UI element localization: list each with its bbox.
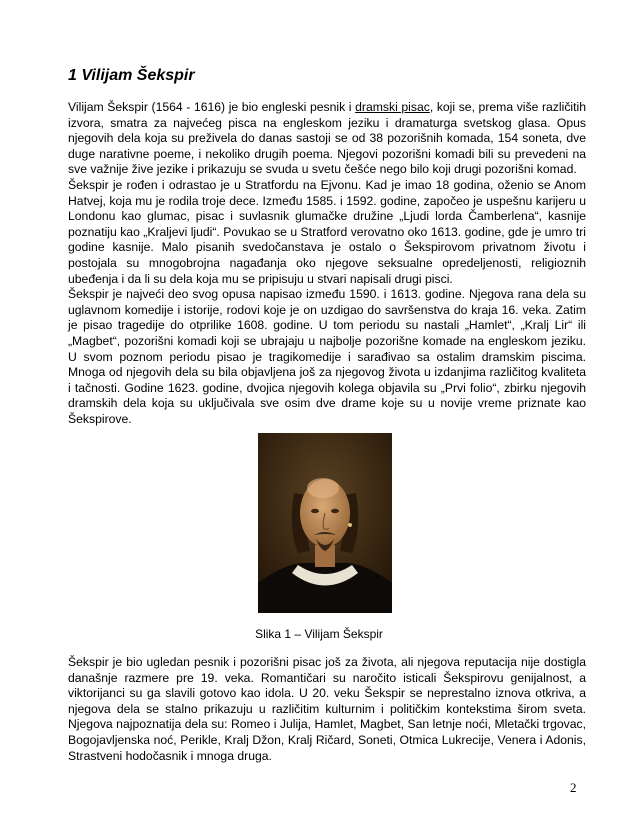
paragraph-1: [68, 100, 586, 178]
portrait-image: [258, 433, 392, 613]
shakespeare-portrait-svg: [258, 433, 392, 613]
paragraph-4: Šekspir je bio ugledan pesnik i pozorišni pisac još za života, ali njegova reputacija nije dostigla današnje razmere pre 19. veka. Romantičari su naročito isticali Šekspirovu genijalnost, a viktorijanci su ga slavili gotovo kao idola. U 20. veku Šekspir se neprestalno iznova otkriva, a njegova dela se stalno prikazuju u različitim kulturnim i političkim kontekstima širom sveta. Njegova najpoznatija dela su: Romeo i Julija, Hamlet, Magbet, San letnje noći, Mletački trgovac, Bogojavljenska noć, Perikle, Kralj Džon, Kralj Ričard, Soneti, Otmica Lukrecije, Venera i Adonis, Strastveni hodočasnik i mnoga druga.: [68, 655, 586, 763]
paragraph-2: Šekspir je rođen i odrastao je u Stratfordu na Ejvonu. Kad je imao 18 godina, oženio se Anom Hatvej, koja mu je rodila troje dece. Između 1585. i 1592. godine, započeo je uspešnu karijeru u Londonu kao glumac, pisac i suvlasnik glumačke družine „Ljudi lorda Čamberlena“, kasnije poznatiju kao „Kraljevi ljudi“. Povukao se u Stratford verovatno oko 1613. godine, gde je umro tri godine kasnije. Malo pisanih svedočanstava je ostalo o Šekspirovom privatnom životu i postojala su mnogobrojna nagađanja oko njegove seksualne opredeljenosti, religioznih ubeđenja i da li su dela koja mu se pripisuju u stvari napisali drugi pisci.: [68, 177, 586, 286]
paragraph-1-end: , koji se, prema više različitih izvora, smatra za najvećeg pisca na engleskom jeziku i dramaturga svetskog glasa. Opus njegovih dela koja su preživela do danas sastoji se od 38 pozorišnih komada, 154 soneta, dve duge narativne poeme, i nekoliko drugih poema. Njegovi pozorišni komadi bili su prevedeni na sve važnije žive jezike i prikazuju se svuda u svetu češće nego bilo koji drugi pozorišni komad.: [68, 100, 586, 177]
section-heading: 1 Vilijam Šekspir: [68, 67, 195, 84]
dramski-pisac-link[interactable]: dramski pisac: [355, 100, 430, 114]
body-text: [68, 100, 586, 427]
paragraph-3: Šekspir je najveći deo svog opusa napisao između 1590. i 1613. godine. Njegova rana dela su uglavnom komedije i istorije, rodovi koje je on uzdigao do savršenstva do kraja 16. veka. Zatim je pisao tragedije do otprilike 1608. godine. U tom periodu su nastali „Hamlet“, „Kralj Lir“ ili „Magbet“, pozorišni komadi koji se ubrajaju u najbolje pozorišne komade na engleskom jeziku. U svom poznom periodu pisao je tragikomedije i sarađivao sa ostalim dramskim piscima. Mnoga od njegovih dela su bila objavljena još za njegovog života u izdanjima različitog kvaliteta i tačnosti. Godine 1623. godine, dvojica njegovih kolega objavila su „Prvi folio“, zbirku njegovih dramskih dela koja su uključivala sve osim dve drame koje su u novije vreme priznate kao Šekspirove.: [68, 287, 586, 426]
page-number: 2: [570, 780, 577, 795]
figure-caption: Slika 1 – Vilijam Šekspir: [255, 627, 383, 641]
paragraph-1-start: Vilijam Šekspir (1564 - 1616) je bio engleski pesnik i: [68, 100, 356, 114]
